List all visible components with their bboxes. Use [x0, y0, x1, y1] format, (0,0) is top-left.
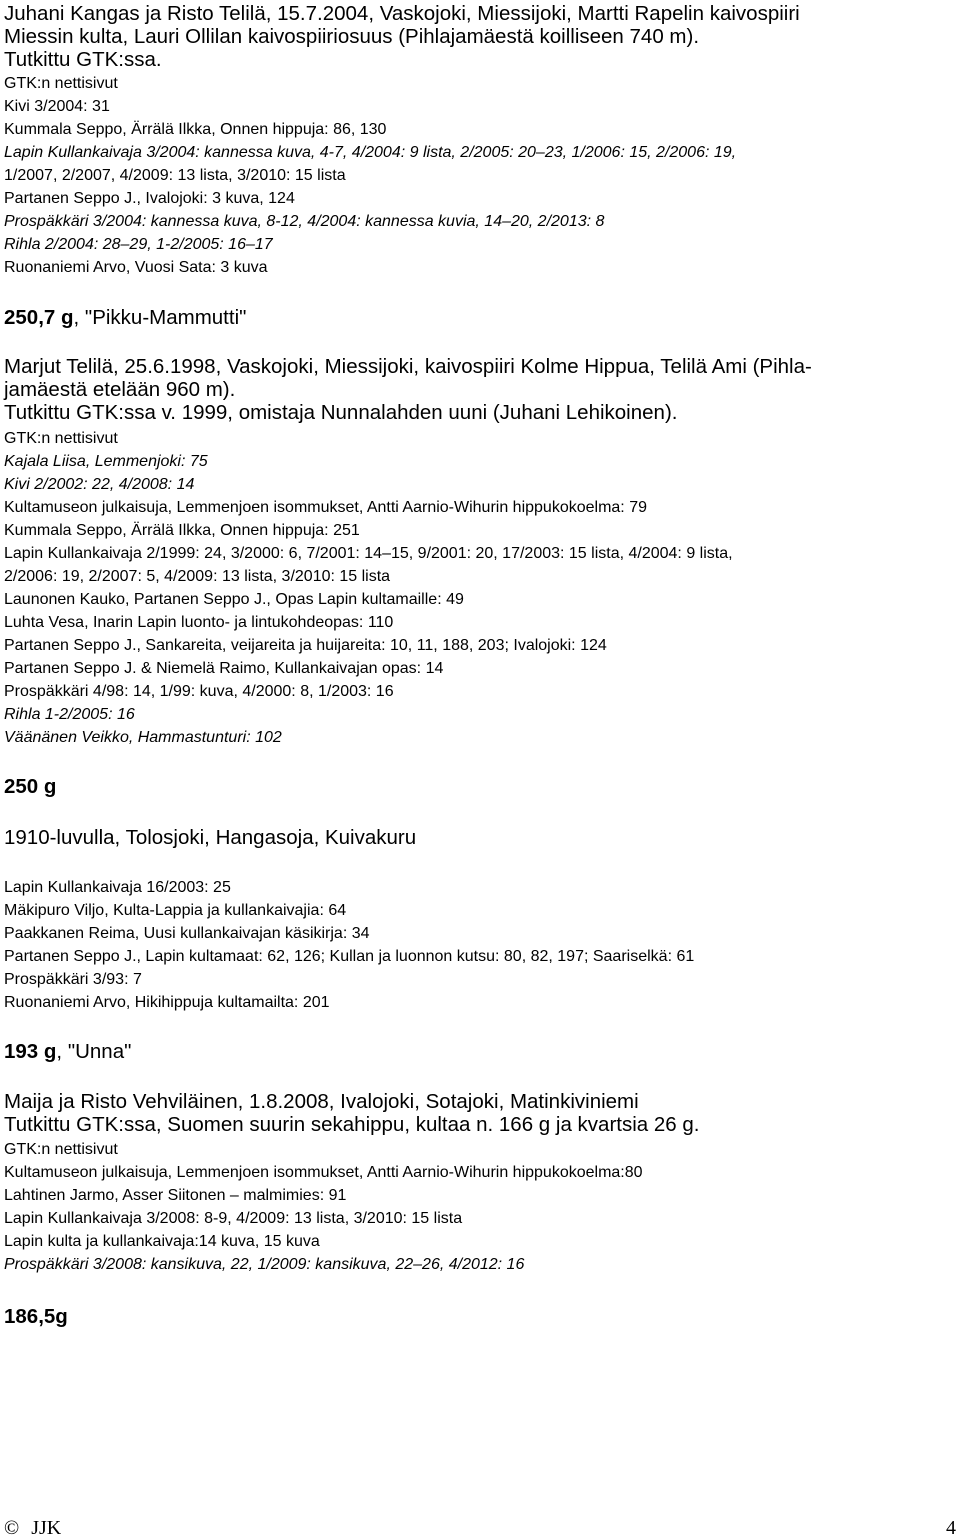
nugget-weight: 250,7 g	[4, 306, 74, 329]
reference-line: Partanen Seppo J., Lapin kultamaat: 62, 126; Kullan ja luonnon kutsu: 80, 82, 197; Saariselkä: 61	[4, 948, 695, 965]
reference-line: Lapin Kullankaivaja 16/2003: 25	[4, 879, 231, 896]
nugget-name: , "Unna"	[56, 1040, 132, 1063]
reference-line: Ruonaniemi Arvo, Vuosi Sata: 3 kuva	[4, 259, 268, 276]
reference-line: GTK:n nettisivut	[4, 75, 118, 92]
reference-line: Prospäkkäri 3/93: 7	[4, 971, 142, 988]
copyright-symbol: ©	[4, 1517, 20, 1539]
reference-line: Kajala Liisa, Lemmenjoki: 75	[4, 453, 208, 470]
nugget-weight: 193 g	[4, 1040, 57, 1063]
reference-line: Lapin Kullankaivaja 3/2008: 8-9, 4/2009: 13 lista, 3/2010: 15 lista	[4, 1210, 463, 1227]
entry-location-line: 1910-luvulla, Tolosjoki, Hangasoja, Kuivakuru	[4, 826, 417, 849]
reference-line: Luhta Vesa, Inarin Lapin luonto- ja lintukohdeopas: 110	[4, 614, 394, 631]
entry-finders-line: Marjut Telilä, 25.6.1998, Vaskojoki, Miessijoki, kaivospiiri Kolme Hippua, Telilä Ami (Pihla-	[4, 355, 812, 378]
entry-location-line: Miessin kulta, Lauri Ollilan kaivospiiriosuus (Pihlajamäestä koilliseen 740 m).	[4, 25, 700, 48]
nugget-weight: 250 g	[4, 775, 57, 798]
reference-line: Partanen Seppo J., Sankareita, veijareita ja huijareita: 10, 11, 188, 203; Ivalojoki: 124	[4, 637, 607, 654]
reference-line: Mäkipuro Viljo, Kulta-Lappia ja kullankaivajia: 64	[4, 902, 347, 919]
reference-line: Prospäkkäri 3/2008: kansikuva, 22, 1/2009: kansikuva, 22–26, 4/2012: 16	[4, 1256, 525, 1273]
reference-line: Lahtinen Jarmo, Asser Siitonen – malmimies: 91	[4, 1187, 347, 1204]
reference-line: GTK:n nettisivut	[4, 430, 118, 447]
nugget-heading	[4, 1305, 68, 1329]
reference-line: Rihla 2/2004: 28–29, 1-2/2005: 16–17	[4, 236, 273, 253]
reference-line: Lapin Kullankaivaja 3/2004: kannessa kuva, 4-7, 4/2004: 9 lista, 2/2005: 20–23, 1/2006: 15, 2/2006: 19,	[4, 144, 737, 161]
page-footer	[4, 1517, 61, 1539]
reference-line: Prospäkkäri 4/98: 14, 1/99: kuva, 4/2000: 8, 1/2003: 16	[4, 683, 394, 700]
reference-line: Rihla 1-2/2005: 16	[4, 706, 135, 723]
reference-line: Lapin kulta ja kullankaivaja:14 kuva, 15 kuva	[4, 1233, 320, 1250]
reference-line: Kultamuseon julkaisuja, Lemmenjoen isommukset, Antti Aarnio-Wihurin hippukokoelma:80	[4, 1164, 643, 1181]
reference-line: Partanen Seppo J., Ivalojoki: 3 kuva, 124	[4, 190, 295, 207]
reference-line: Väänänen Veikko, Hammastunturi: 102	[4, 729, 282, 746]
nugget-heading	[4, 775, 56, 799]
entry-location-line: jamäestä etelään 960 m).	[4, 378, 236, 401]
reference-line: Kummala Seppo, Ärrälä Ilkka, Onnen hippuja: 86, 130	[4, 121, 387, 138]
reference-line: GTK:n nettisivut	[4, 1141, 118, 1158]
reference-line: Ruonaniemi Arvo, Hikihippuja kultamailta: 201	[4, 994, 330, 1011]
page-number: 4	[946, 1517, 956, 1539]
nugget-weight: 186,5g	[4, 1305, 68, 1328]
nugget-heading	[4, 306, 246, 330]
reference-line: Kivi 3/2004: 31	[4, 98, 110, 115]
reference-line: Prospäkkäri 3/2004: kannessa kuva, 8-12, 4/2004: kannessa kuvia, 14–20, 2/2013: 8	[4, 213, 605, 230]
reference-line: Lapin Kullankaivaja 2/1999: 24, 3/2000: 6, 7/2001: 14–15, 9/2001: 20, 17/2003: 15 lista, 4/2004: 9 lista,	[4, 545, 733, 562]
nugget-heading	[4, 1040, 131, 1064]
reference-line: 1/2007, 2/2007, 4/2009: 13 lista, 3/2010: 15 lista	[4, 167, 346, 184]
footer-author: JJK	[31, 1517, 62, 1539]
entry-finders-line: Juhani Kangas ja Risto Telilä, 15.7.2004, Vaskojoki, Miessijoki, Martti Rapelin kaivospiiri	[4, 2, 800, 25]
entry-examined-line: Tutkittu GTK:ssa, Suomen suurin sekahippu, kultaa n. 166 g ja kvartsia 26 g.	[4, 1113, 700, 1136]
reference-line: Launonen Kauko, Partanen Seppo J., Opas Lapin kultamaille: 49	[4, 591, 464, 608]
entry-finders-line: Maija ja Risto Vehviläinen, 1.8.2008, Ivalojoki, Sotajoki, Matinkiviniemi	[4, 1090, 639, 1113]
entry-examined-line: Tutkittu GTK:ssa v. 1999, omistaja Nunnalahden uuni (Juhani Lehikoinen).	[4, 401, 678, 424]
entry-examined-line: Tutkittu GTK:ssa.	[4, 48, 162, 71]
reference-line: 2/2006: 19, 2/2007: 5, 4/2009: 13 lista, 3/2010: 15 lista	[4, 568, 391, 585]
reference-line: Kummala Seppo, Ärrälä Ilkka, Onnen hippuja: 251	[4, 522, 360, 539]
reference-line: Kultamuseon julkaisuja, Lemmenjoen isommukset, Antti Aarnio-Wihurin hippukokoelma: 79	[4, 499, 647, 516]
reference-line: Partanen Seppo J. & Niemelä Raimo, Kullankaivajan opas: 14	[4, 660, 444, 677]
nugget-name: , "Pikku-Mammutti"	[73, 306, 247, 329]
reference-line: Kivi 2/2002: 22, 4/2008: 14	[4, 476, 195, 493]
reference-line: Paakkanen Reima, Uusi kullankaivajan käsikirja: 34	[4, 925, 370, 942]
